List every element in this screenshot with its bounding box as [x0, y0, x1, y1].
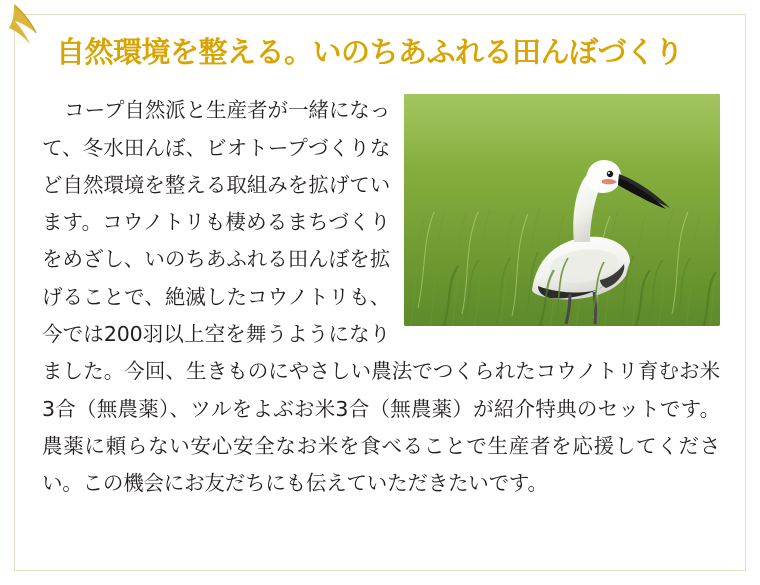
stork-photo: [404, 94, 720, 326]
body-wrapper: [42, 92, 720, 502]
page-title: 自然環境を整える。いのちあふれる田んぼづくり: [56, 35, 684, 69]
body-text: コープ自然派と生産者が一緒になって、冬水田んぼ、ビオトープづくりなど自然環境を整える取組みを拡げています。コウノトリも棲めるまちづくりをめざし、いのちあふれる田んぼを拡げることで、絶滅したコウノトリも、今では200羽以上空を舞うようになりました。今回、生きものにやさしい農法でつくられたコウノトリ育むお米3合（無農薬）、ツルをよぶお米3合（無農薬）が紹介特典のセットです。農薬に頼らない安心安全なお米を食べることで生産者を応援してください。この機会にお友だちにも伝えていただきたいです。: [42, 98, 720, 496]
